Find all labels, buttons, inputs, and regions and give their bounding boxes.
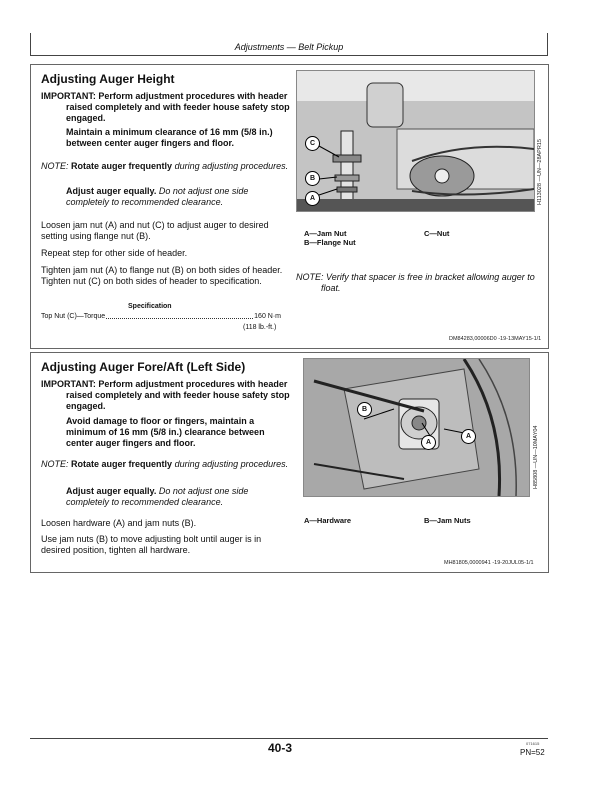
doc-code: MH81805,0000941 -19-20JUL05-1/1 [444, 560, 534, 566]
callout-a-second: A [461, 429, 476, 444]
callout-b: B [357, 402, 372, 417]
section-auger-fore-aft [30, 352, 549, 573]
page-number: 40-3 [267, 741, 293, 755]
spec-title: Specification [128, 303, 172, 310]
callout-a: A [305, 191, 320, 206]
callout-a: A [421, 435, 436, 450]
spec-value-imperial: (118 lb.-ft.) [243, 324, 277, 331]
important-notice: IMPORTANT: Perform adjustment procedures with header raised completely and with feeder house safety stop engaged. [41, 91, 290, 123]
step-loosen: Loosen hardware (A) and jam nuts (B). [41, 518, 197, 528]
avoid-damage: Avoid damage to floor or fingers, maintain a minimum of 16 mm (5/8 in.) clearance between center auger fingers and floor. [66, 416, 265, 448]
auger-fore-aft-figure [303, 358, 530, 497]
caption-a: A—Hardware [304, 516, 352, 525]
footer-date-code: 071615 [526, 741, 540, 746]
auger-height-figure [296, 70, 535, 212]
adjust-equally: Adjust auger equally. Do not adjust one side completely to recommended clearance. [66, 186, 249, 207]
auger-height-illustration [297, 71, 534, 211]
caption-c: C—Nut [424, 229, 450, 238]
auger-fore-aft-illustration [304, 359, 529, 496]
caption-b: B—Jam Nuts [424, 516, 471, 525]
adjust-equally: Adjust auger equally. Do not adjust one side completely to recommended clearance. [66, 486, 249, 507]
clearance-text: Maintain a minimum clearance of 16 mm (5/8 in.) between center auger fingers and floor. [66, 127, 273, 148]
doc-code: DM84283,00006D0 -19-13MAY15-1/1 [449, 336, 542, 342]
section-auger-height [30, 64, 549, 349]
important-notice: IMPORTANT: Perform adjustment procedures with header raised completely and with feeder house safety stop engaged. [41, 379, 290, 411]
section-heading: Adjusting Auger Height [41, 72, 175, 86]
callout-c: C [305, 136, 320, 151]
step-adjust-bolt: Use jam nuts (B) to move adjusting bolt until auger is in desired position, tighten all hardware. [41, 534, 262, 555]
figure-code: H113028 —UN—28APR15 [537, 139, 543, 205]
step-loosen: Loosen jam nut (A) and nut (C) to adjust auger to desired setting using flange nut (B). [41, 220, 269, 241]
note-rotate: NOTE: Rotate auger frequently during adjusting procedures. [41, 161, 289, 171]
callout-b: B [305, 171, 320, 186]
caption-a: A—Jam Nut [304, 229, 347, 238]
caption-b: B—Flange Nut [304, 238, 356, 247]
pn-number: PN=52 [520, 748, 545, 757]
footer-rule [30, 738, 548, 739]
note-rotate: NOTE: Rotate auger frequently during adjusting procedures. [41, 459, 289, 469]
page-header-title: Adjustments — Belt Pickup [234, 42, 344, 52]
section-heading: Adjusting Auger Fore/Aft (Left Side) [41, 360, 246, 374]
note-spacer: NOTE: Verify that spacer is free in bracket allowing auger to float. [296, 272, 535, 293]
step-tighten: Tighten jam nut (A) to flange nut (B) on both sides of header. Tighten nut (C) on both sides of header to specification. [41, 265, 283, 286]
figure-code: H85808 —UN—10MAY04 [533, 425, 539, 489]
spec-row: Top Nut (C)—Torque 160 N·m [41, 313, 281, 320]
step-repeat: Repeat step for other side of header. [41, 248, 188, 258]
